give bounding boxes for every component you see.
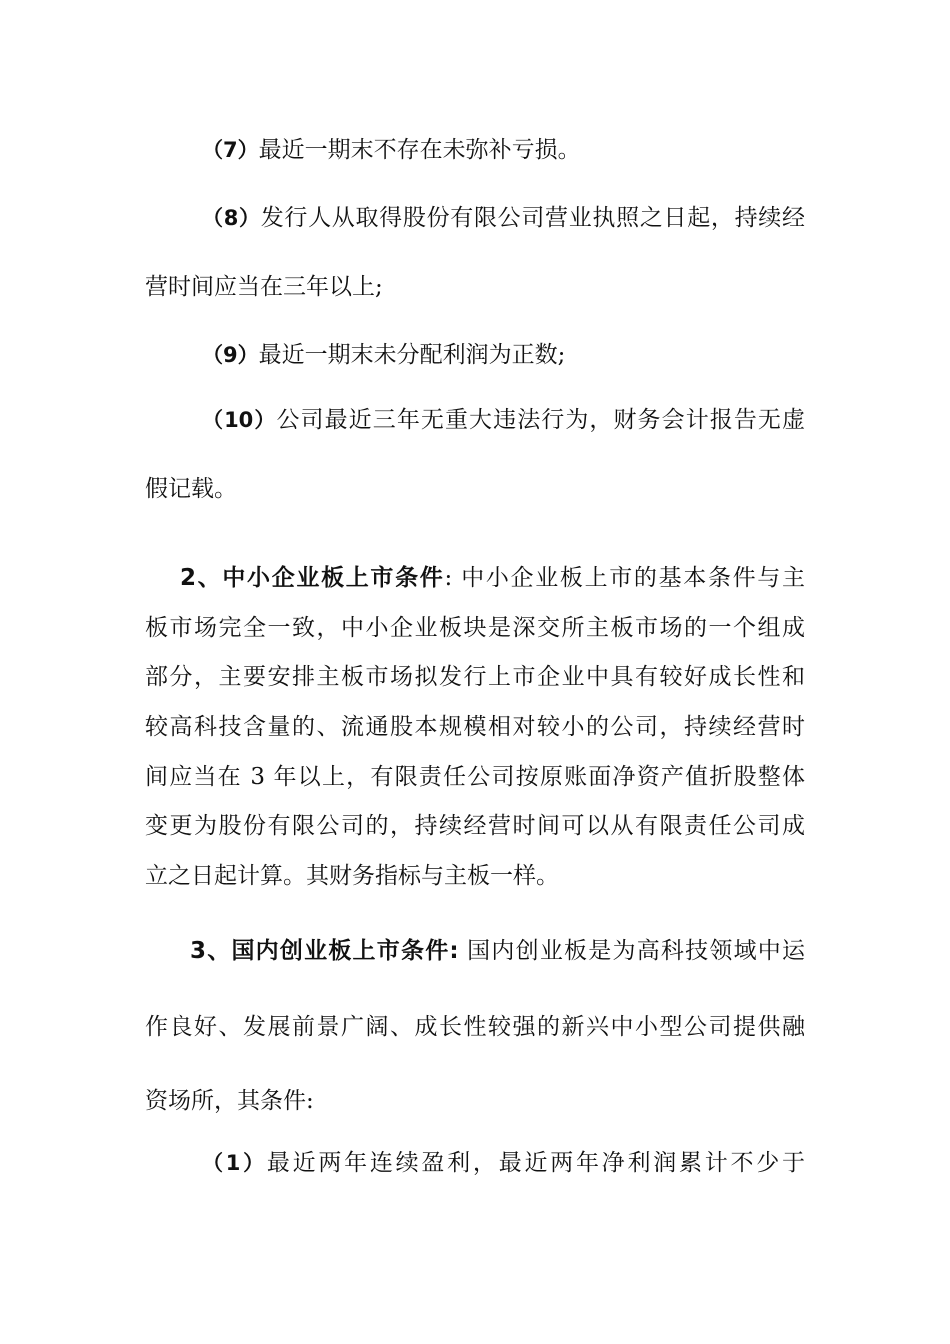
section-2-line-2: 板市场完全一致，中小企业板块是深交所主板市场的一个组成 bbox=[145, 615, 805, 641]
item-10-number: （10） bbox=[202, 408, 277, 432]
section-3-heading: 3、国内创业板上市条件: bbox=[190, 938, 459, 964]
section-2-line-1 bbox=[180, 561, 805, 595]
section-3-line-2: 作良好、发展前景广阔、成长性较强的新兴中小型公司提供融 bbox=[145, 1014, 805, 1040]
item-1 bbox=[202, 1146, 805, 1180]
item-9 bbox=[202, 338, 805, 372]
item-1-number: （1） bbox=[202, 1151, 267, 1175]
section-3-text-1: 国内创业板是为高科技领域中运 bbox=[458, 938, 806, 964]
item-1-text: 最近两年连续盈利，最近两年净利润累计不少于 bbox=[266, 1150, 805, 1176]
section-3-line-1 bbox=[190, 934, 805, 968]
item-7 bbox=[202, 133, 805, 167]
section-2-line-5: 间应当在 3 年以上，有限责任公司按原账面净资产值折股整体 bbox=[145, 764, 805, 790]
item-10-text-1: 公司最近三年无重大违法行为，财务会计报告无虚 bbox=[276, 407, 805, 433]
section-2-text-1: : 中小企业板上市的基本条件与主 bbox=[444, 565, 805, 591]
section-3-line-3: 资场所，其条件: bbox=[145, 1088, 314, 1114]
section-2-line-6: 变更为股份有限公司的，持续经营时间可以从有限责任公司成 bbox=[145, 813, 805, 839]
item-10-line-1 bbox=[202, 403, 805, 437]
section-2-line-3: 部分，主要安排主板市场拟发行上市企业中具有较好成长性和 bbox=[145, 664, 805, 690]
section-2-line-4: 较高科技含量的、流通股本规模相对较小的公司，持续经营时 bbox=[145, 714, 805, 740]
item-10-line-2: 假记载。 bbox=[145, 476, 237, 502]
item-8-text-1: 发行人从取得股份有限公司营业执照之日起，持续经 bbox=[260, 205, 805, 231]
section-2-heading: 2、中小企业板上市条件 bbox=[180, 565, 445, 591]
item-8-line-1 bbox=[202, 201, 805, 235]
item-8-line-2: 营时间应当在三年以上; bbox=[145, 274, 383, 300]
item-9-number: （9） bbox=[202, 343, 259, 367]
section-2-line-7: 立之日起计算。其财务指标与主板一样。 bbox=[145, 863, 559, 889]
item-7-number: （7） bbox=[202, 138, 259, 162]
item-8-number: （8） bbox=[202, 206, 261, 230]
item-9-text: 最近一期末未分配利润为正数; bbox=[258, 342, 566, 368]
item-7-text: 最近一期末不存在未弥补亏损。 bbox=[258, 137, 581, 163]
